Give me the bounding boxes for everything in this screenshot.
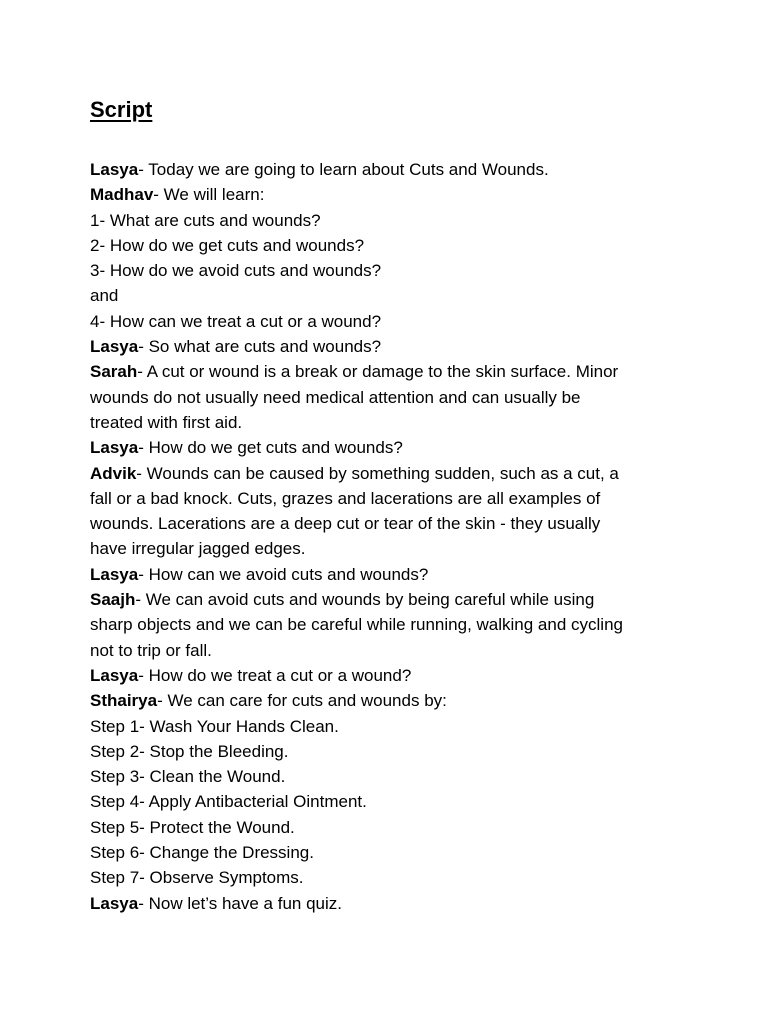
line-text: Step 5- Protect the Wound. [90,817,295,837]
speaker-name: Lasya [90,893,139,913]
speaker-name: Sarah [90,362,138,382]
line-text: wounds. Lacerations are a deep cut or tear of the skin - they usually [90,514,601,534]
line-text: 2- How do we get cuts and wounds? [90,235,365,255]
line-text: 3- How do we avoid cuts and wounds? [90,261,382,281]
script-line [90,714,690,739]
script-line [90,789,690,814]
script-line [90,208,690,233]
script-line [90,638,690,663]
line-text: - Today we are going to learn about Cuts and Wounds. [138,160,549,179]
script-line [90,536,690,561]
line-text: Step 6- Change the Dressing. [90,843,314,863]
script-line [90,840,690,865]
speaker-name: Lasya [90,438,139,458]
line-text: - We can care for cuts and wounds by: [157,691,447,711]
dialogue-line [90,688,690,713]
line-text: - Now let’s have a fun quiz. [138,893,342,913]
dialogue-line [90,157,690,182]
script-line [90,410,690,435]
script-body [90,157,690,916]
line-text: sharp objects and we can be careful while running, walking and cycling [90,615,623,635]
dialogue-line [90,562,690,587]
line-text: treated with first aid. [90,412,243,432]
line-text: have irregular jagged edges. [90,539,306,559]
script-line [90,486,690,511]
speaker-name: Advik [90,463,137,483]
line-text: - We will learn: [153,185,265,205]
script-line [90,233,690,258]
line-text: 4- How can we treat a cut or a wound? [90,311,382,331]
line-text: Step 4- Apply Antibacterial Ointment. [90,792,367,812]
line-text: - Wounds can be caused by something sudden, such as a cut, a [136,463,619,483]
line-text: 1- What are cuts and wounds? [90,210,321,230]
speaker-name: Saajh [90,590,136,610]
line-text: Step 2- Stop the Bleeding. [90,741,289,761]
line-text: - We can avoid cuts and wounds by being careful while using [135,590,595,610]
line-text: - So what are cuts and wounds? [138,337,382,357]
line-text: Step 7- Observe Symptoms. [90,868,304,888]
line-text: not to trip or fall. [90,640,212,660]
line-text: Step 1- Wash Your Hands Clean. [90,716,339,736]
dialogue-line [90,435,690,460]
dialogue-line [90,334,690,359]
script-line [90,865,690,890]
line-text: fall or a bad knock. Cuts, grazes and lacerations are all examples of [90,488,601,508]
script-line [90,283,690,308]
script-line [90,739,690,764]
script-line [90,815,690,840]
speaker-name: Sthairya [90,691,158,711]
dialogue-line [90,461,690,486]
speaker-name: Lasya [90,160,139,179]
line-text: Step 3- Clean the Wound. [90,767,286,787]
line-text: and [90,286,119,306]
document-title: Script [90,97,153,122]
dialogue-line [90,891,690,916]
dialogue-line [90,359,690,384]
speaker-name: Lasya [90,337,139,357]
script-line [90,764,690,789]
script-line [90,511,690,536]
speaker-name: Madhav [90,185,154,205]
line-text: - How can we avoid cuts and wounds? [138,564,429,584]
script-line [90,309,690,334]
script-line [90,612,690,637]
line-text: wounds do not usually need medical attention and can usually be [90,387,581,407]
dialogue-line [90,182,690,207]
line-text: - How do we treat a cut or a wound? [138,665,412,685]
line-text: - A cut or wound is a break or damage to the skin surface. Minor [137,362,619,382]
line-text: - How do we get cuts and wounds? [138,438,403,458]
dialogue-line [90,587,690,612]
script-line [90,385,690,410]
script-line [90,258,690,283]
dialogue-line [90,663,690,688]
speaker-name: Lasya [90,665,139,685]
speaker-name: Lasya [90,564,139,584]
